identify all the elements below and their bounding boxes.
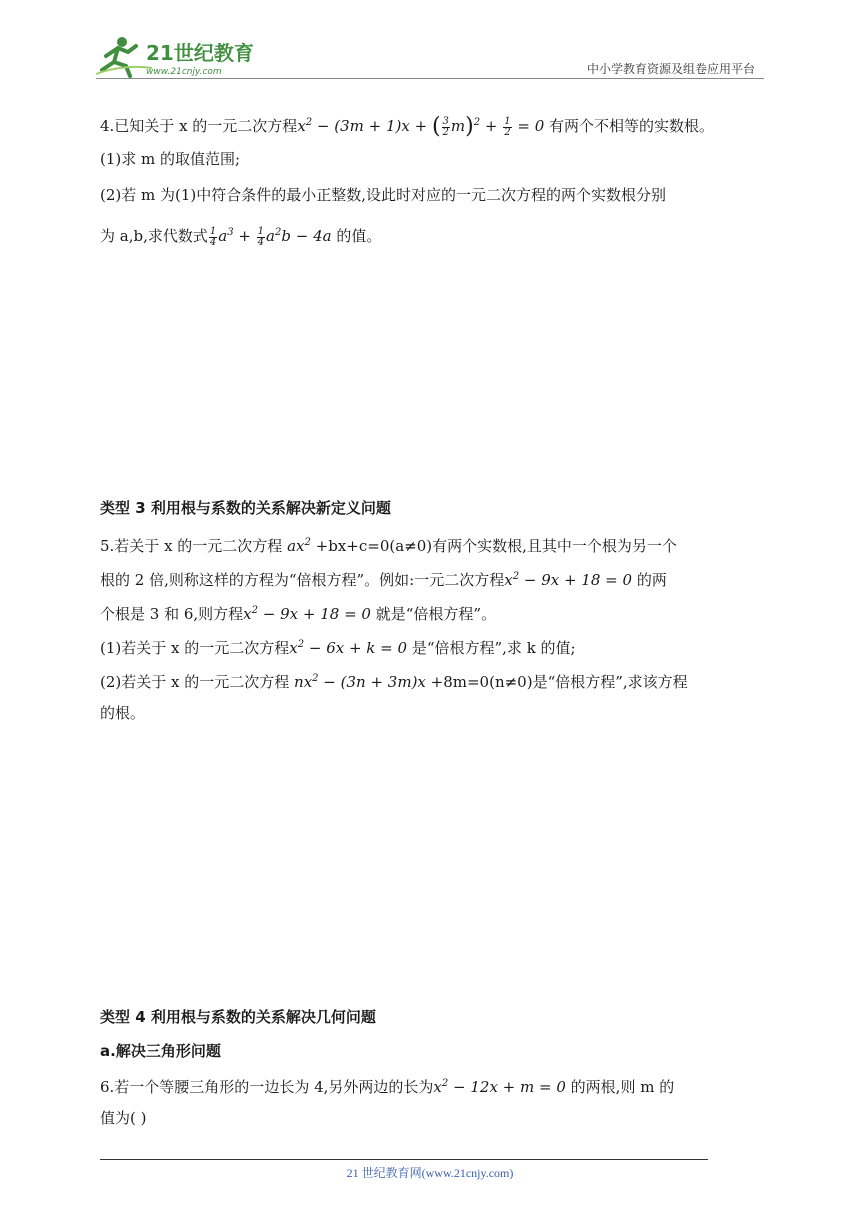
logo-text: 21世纪教育 — [146, 41, 254, 65]
section-4-title: 类型 4 利用根与系数的关系解决几何问题 — [100, 1008, 376, 1026]
q5-text-a: 5.若关于 x 的一元二次方程 — [100, 537, 283, 555]
footer-divider — [100, 1159, 708, 1160]
q4-expression: $\frac{1}{4}$ $a^3$ + $\frac{1}{4}$ $a^2b - 4a$ — [209, 225, 332, 248]
q5-line-4 — [100, 634, 576, 659]
q5-line-1 — [100, 532, 677, 557]
q5-term: $ax^2$ — [287, 537, 311, 555]
q6-text-a: 6.若一个等腰三角形的一边长为 4,另外两边的长为 — [100, 1078, 434, 1096]
runner-icon — [96, 37, 152, 76]
q5-line-3 — [100, 600, 496, 625]
site-tagline: 中小学教育资源及组卷应用平台 — [586, 62, 755, 76]
q4-line-1 — [100, 112, 714, 138]
q5-text-c: 根的 2 倍,则称这样的方程为“倍根方程”。例如:一元二次方程 — [100, 571, 505, 589]
q4-line-3: (2)若 m 为(1)中符合条件的最小正整数,设此时对应的一元二次方程的两个实数根分别 — [100, 186, 667, 204]
q5-text-d: 的两 — [636, 571, 667, 589]
q5-text-i: (2)若关于 x 的一元二次方程 — [100, 673, 290, 691]
site-logo — [92, 34, 262, 80]
q4-text-b: 有两个不相等的实数根。 — [549, 117, 715, 135]
q5-text-j: +8m=0(n≠0)是“倍根方程”,求该方程 — [430, 673, 688, 691]
q5-line-2 — [100, 566, 667, 591]
q5-text-h: 是“倍根方程”,求 k 的值; — [411, 639, 576, 657]
header-divider — [96, 78, 764, 79]
q6-equation: $x^2 - 12x + m = 0$ — [433, 1078, 566, 1096]
q6-line-2: 值为( ) — [100, 1109, 147, 1127]
q4-line-4 — [100, 222, 381, 248]
q5-line-5 — [100, 668, 688, 693]
q5-text-f: 就是“倍根方程”。 — [375, 605, 497, 623]
q5-text-e: 个根是 3 和 6,则方程 — [100, 605, 244, 623]
q5-line-6: 的根。 — [100, 704, 146, 722]
q4-text-a: 4.已知关于 x 的一元二次方程 — [100, 117, 298, 135]
q6-line-1 — [100, 1073, 674, 1098]
q4-text-c: 为 a,b,求代数式 — [100, 227, 208, 245]
q4-line-2: (1)求 m 的取值范围; — [100, 150, 241, 168]
q4-text-d: 的值。 — [336, 227, 382, 245]
logo-url-text: www.21cnjy.com — [146, 67, 222, 77]
q5-part2-eq: $nx^2 - (3n + 3m)x$ — [294, 673, 426, 691]
footer-link[interactable]: 21 世纪教育网(www.21cnjy.com) — [346, 1166, 514, 1180]
q5-text-g: (1)若关于 x 的一元二次方程 — [100, 639, 290, 657]
section-3-title: 类型 3 利用根与系数的关系解决新定义问题 — [100, 499, 391, 517]
q5-example-eq-2: $x^2 - 9x + 18 = 0$ — [243, 605, 371, 623]
q4-equation: $x^2 - (3m + 1)x$ + ( $\frac{3}{2}$ m)$^2$ + $\frac{1}{2}$ = 0 — [297, 114, 545, 139]
q5-part1-eq: $x^2 - 6x + k = 0$ — [289, 639, 408, 657]
section-4-subtitle: a.解决三角形问题 — [100, 1042, 221, 1060]
q5-example-eq: $x^2 - 9x + 18 = 0$ — [504, 571, 633, 589]
q5-text-b: +bx+c=0(a≠0)有两个实数根,且其中一个根为另一个 — [315, 537, 677, 555]
q6-text-b: 的两根,则 m 的 — [570, 1078, 675, 1096]
